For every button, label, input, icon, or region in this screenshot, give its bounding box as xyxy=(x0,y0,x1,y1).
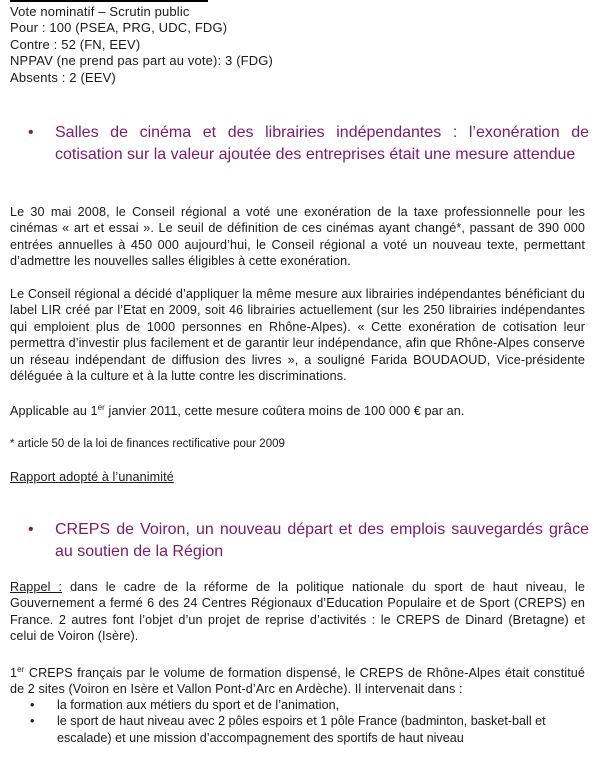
section-heading-cinemas xyxy=(28,122,589,166)
vote-type: Vote nominatif – Scrutin public xyxy=(10,4,190,19)
paragraph-librairies: Le Conseil régional a décidé d’appliquer la même mesure aux librairies indépendantes bénéficiant du label LIR créé par l’Etat en 2009, soit 46 librairies actuellement (sur les 250 librairies indépendantes qui emploient plus de 1000 personnes en Rhône-Alpes). « Cette exonération de cotisation leur permettra d’investir plus facilement et de garantir leur indépendance, afin que Rhône-Alpes conserve un réseau indépendant de diffusion des livres », a souligné Farida BOUDAOUD, Vice-présidente déléguée à la culture et à la lutte contre les discriminations. xyxy=(10,287,585,384)
vote-results xyxy=(10,4,273,86)
list-item xyxy=(30,697,585,713)
list-bullet: • xyxy=(30,698,35,712)
ordinal-superscript: er xyxy=(97,403,105,412)
vote-result xyxy=(10,469,585,485)
paragraph-creps-intro xyxy=(10,662,585,698)
rappel-text: dans le cadre de la réforme de la politique nationale du sport de haut niveau, le Gouvernement a fermé 6 des 24 Centres Régionaux d’Education Populaire et de Sport (CREPS) en France. 2 autres font l’objet d’un projet de reprise d’activités : le CREPS de Dinard (Bretagne) et celui de Voiron (Isère). xyxy=(10,580,585,644)
paragraph-applicable xyxy=(10,400,585,419)
heading-text: CREPS de Voiron, un nouveau départ et des emplois sauvegardés grâce au soutien de la Région xyxy=(55,521,589,560)
top-rule xyxy=(10,0,208,2)
list-item-text: le sport de haut niveau avec 2 pôles espoirs et 1 pôle France (badminton, basket-ball et escalade) et une mission d’accompagnement des sportifs de haut niveau xyxy=(57,714,546,745)
creps-text-end: CREPS français par le volume de formation dispensé, le CREPS de Rhône-Alpes était constitué de 2 sites (Voiron en Isère et Vallon Pont-d’Arc en Ardèche). Il intervenait dans : xyxy=(10,666,585,697)
paragraph-rappel xyxy=(10,579,585,645)
heading-bullet: • xyxy=(28,124,34,141)
applicable-text-end: janvier 2011, cette mesure coûtera moins de 100 000 € par an. xyxy=(104,404,465,418)
list-item xyxy=(30,713,585,746)
vote-for: Pour : 100 (PSEA, PRG, UDC, FDG) xyxy=(10,20,228,36)
heading-bullet: • xyxy=(28,521,34,538)
heading-text: Salles de cinéma et des librairies indépendantes : l’exonération de cotisation sur la valeur ajoutée des entreprises était une mesure attendue xyxy=(55,124,589,163)
vote-against: Contre : 52 (FN, EEV) xyxy=(10,36,141,52)
applicable-text-start: Applicable au 1 xyxy=(10,404,98,418)
vote-absent: Absents : 2 (EEV) xyxy=(10,69,116,85)
vote-abstain: NPPAV (ne prend pas part au vote): 3 (FDG) xyxy=(10,53,274,69)
ordinal-superscript: er xyxy=(17,665,25,674)
result-text: Rapport adopté à l’unanimité xyxy=(10,470,174,484)
footnote: * article 50 de la loi de finances rectificative pour 2009 xyxy=(10,438,285,450)
rappel-label: Rappel : xyxy=(10,580,63,594)
paragraph-cinemas: Le 30 mai 2008, le Conseil régional a voté une exonération de la taxe professionnelle pour les cinémas « art et essai ». Le seuil de définition de ces cinémas ayant changé*, passant de 390 000 entrées annuelles à 450 000 aujourd’hui, le Conseil régional a voté un nouveau texte, permettant d’admettre les nouvelles salles éligibles à cette exonération. xyxy=(10,205,585,269)
creps-text-start: 1 xyxy=(10,666,18,680)
list-bullet: • xyxy=(30,714,35,729)
list-item-text: la formation aux métiers du sport et de l’animation, xyxy=(57,698,340,712)
section-heading-creps xyxy=(28,519,589,563)
creps-activity-list xyxy=(30,697,585,746)
